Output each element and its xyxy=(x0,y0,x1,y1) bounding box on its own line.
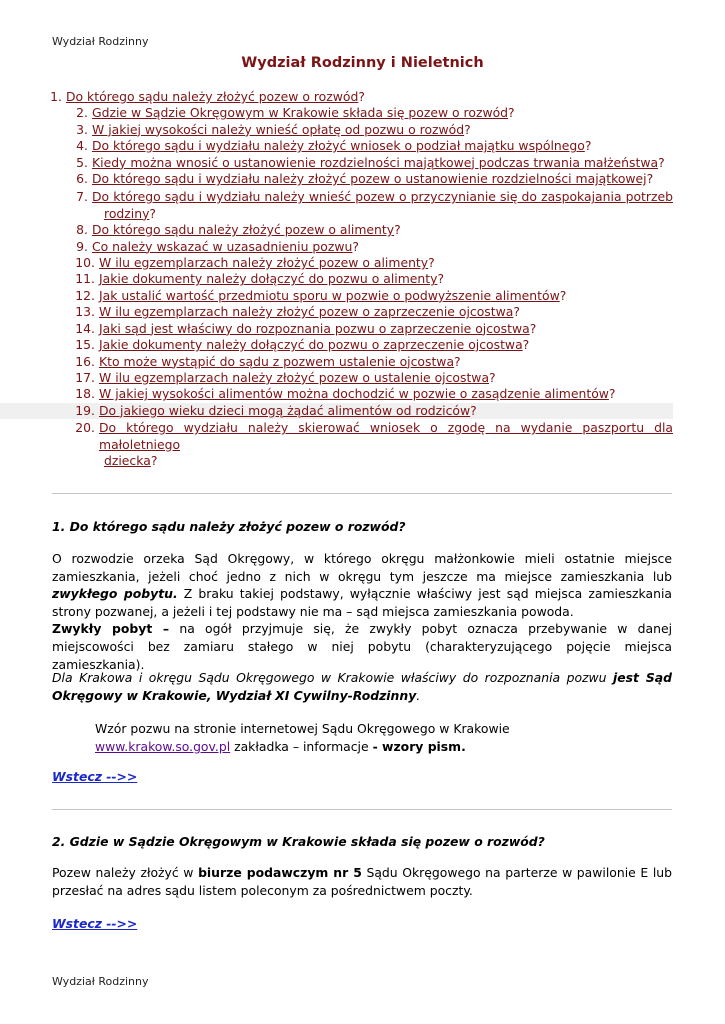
toc-item-14: 14. Jaki sąd jest właściwy do rozpoznania pozwu o zaprzeczenie ojcostwa? xyxy=(0,321,725,337)
toc-item-17: 17. W ilu egzemplarzach należy złożyć pozew o ustalenie ojcostwa? xyxy=(0,370,725,386)
section-divider xyxy=(52,493,672,494)
toc-link-19[interactable]: Do jakiego wieku dzieci mogą żądać alimentów od rodziców xyxy=(99,402,471,418)
back-link-1[interactable]: Wstecz -->> xyxy=(52,769,138,784)
document-title: Wydział Rodzinny i Nieletnich xyxy=(241,55,484,71)
toc-link-12[interactable]: Jak ustalić wartość przedmiotu sporu w pozwie o podwyższenie alimentów xyxy=(99,287,560,303)
toc-number: 8. xyxy=(76,222,88,238)
toc-item-18: 18. W jakiej wysokości alimentów można dochodzić w pozwie o zasądzenie alimentów? xyxy=(0,386,725,402)
toc-number: 20. xyxy=(75,420,95,436)
toc-item-16: 16. Kto może wystąpić do sądu z pozwem ustalenie ojcostwa? xyxy=(0,354,725,370)
section-2-paragraph-1: Pozew należy złożyć w biurze podawczym nr 5 Sądu Okręgowego na parterze w pawilonie E lub przesłać na adres sądu listem poleconym za pośrednictwem poczty. xyxy=(52,865,672,898)
section-1-heading: 1. Do którego sądu należy złożyć pozew o rozwód? xyxy=(52,519,406,534)
toc-link-10[interactable]: W ilu egzemplarzach należy złożyć pozew o alimenty xyxy=(99,255,429,271)
running-footer: Wydział Rodzinny xyxy=(52,975,149,988)
toc-link-2[interactable]: Gdzie w Sądzie Okręgowym w Krakowie składa się pozew o rozwód xyxy=(92,105,509,121)
table-of-contents xyxy=(0,89,725,469)
toc-number: 17. xyxy=(75,369,95,385)
section-1-paragraph-1: O rozwodzie orzeka Sąd Okręgowy, w którego okręgu małżonkowie mieli ostatnie miejsce zamieszkania, jeżeli choć jedno z nich w okręgu tym jeszcze ma miejsce zamieszkania lub zwykłego pobytu. Z braku takiej podstawy, wyłącznie właściwy jest sąd miejsca zamieszkania strony pozwanej, a jeżeli i tej podstawy nie ma – sąd miejsca zamieszkania powoda. Zwykły pobyt – na ogół przyjmuje się, że zwykły pobyt oznacza przebywanie w danej miejscowości bez zamiaru stałego w niej pobytu (charakteryzującego pojęcie miejsca zamieszkania). xyxy=(52,551,673,672)
court-website-link[interactable]: www.krakow.so.gov.pl xyxy=(95,739,231,754)
toc-link-5[interactable]: Kiedy można wnosić o ustanowienie rozdzielności majątkowej podczas trwania małżeństwa xyxy=(92,154,659,170)
toc-number: 11. xyxy=(75,271,95,287)
section-divider xyxy=(52,809,672,810)
toc-number: 7. xyxy=(76,189,88,205)
section-1-paragraph-3: Dla Krakowa i okręgu Sądu Okręgowego w Krakowie właściwy do rozpoznania pozwu jest Sąd Okręgowy w Krakowie, Wydział XI Cywilny-Rodzinny. xyxy=(52,670,672,703)
toc-number: 10. xyxy=(75,255,95,271)
toc-link-13[interactable]: W ilu egzemplarzach należy złożyć pozew o zaprzeczenie ojcostwa xyxy=(99,304,514,320)
toc-item-13: 13. W ilu egzemplarzach należy złożyć pozew o zaprzeczenie ojcostwa? xyxy=(0,304,725,320)
toc-item-4: 4. Do którego sądu i wydziału należy złożyć wniosek o podział majątku wspólnego? xyxy=(0,138,725,154)
toc-item-7: 7. Do którego sądu i wydziału należy wnieść pozew o przyczynianie się do zaspokajania potrzeb rodziny? xyxy=(0,187,725,222)
toc-number: 5. xyxy=(76,154,88,170)
toc-item-19: 19. Do jakiego wieku dzieci mogą żądać alimentów od rodziców? xyxy=(0,403,673,419)
section-2-heading: 2. Gdzie w Sądzie Okręgowym w Krakowie składa się pozew o rozwód? xyxy=(52,834,545,849)
toc-link-14[interactable]: Jaki sąd jest właściwy do rozpoznania pozwu o zaprzeczenie ojcostwa xyxy=(99,320,530,336)
toc-number: 19. xyxy=(75,402,95,418)
running-header: Wydział Rodzinny xyxy=(52,35,149,48)
toc-link-20-line-1[interactable]: Do którego wydziału należy skierować wniosek o zgodę na wydanie paszportu dla małoletniego xyxy=(99,420,673,452)
toc-link-11[interactable]: Jakie dokumenty należy dołączyć do pozwu o alimenty xyxy=(99,271,438,287)
toc-link-17[interactable]: W ilu egzemplarzach należy złożyć pozew o ustalenie ojcostwa xyxy=(99,369,490,385)
toc-item-20: 20. Do którego wydziału należy skierować wniosek o zgodę na wydanie paszportu dla małoletniego dziecka? xyxy=(0,419,725,469)
section-1-template-note: Wzór pozwu na stronie internetowej Sądu Okręgowego w Krakowie www.krakow.so.gov.pl zakładka – informacje - wzory pism. xyxy=(95,721,510,754)
toc-item-5: 5. Kiedy można wnosić o ustanowienie rozdzielności majątkowej podczas trwania małżeństwa? xyxy=(0,155,725,171)
toc-link-3[interactable]: W jakiej wysokości należy wnieść opłatę od pozwu o rozwód xyxy=(92,121,465,137)
back-link-2[interactable]: Wstecz -->> xyxy=(52,916,138,931)
toc-link-15[interactable]: Jakie dokumenty należy dołączyć do pozwu o zaprzeczenie ojcostwa xyxy=(99,337,523,353)
toc-link-7-line-2[interactable]: rodziny xyxy=(104,205,150,221)
toc-number: 14. xyxy=(75,320,95,336)
toc-link-1[interactable]: Do którego sądu należy złożyć pozew o rozwód xyxy=(66,89,359,104)
toc-link-9[interactable]: Co należy wskazać w uzasadnieniu pozwu xyxy=(92,238,353,254)
back-link-container xyxy=(52,916,137,931)
toc-item-2: 2. Gdzie w Sądzie Okręgowym w Krakowie składa się pozew o rozwód? xyxy=(0,105,725,121)
toc-item-10: 10. W ilu egzemplarzach należy złożyć pozew o alimenty? xyxy=(0,255,725,271)
toc-item-15: 15. Jakie dokumenty należy dołączyć do pozwu o zaprzeczenie ojcostwa? xyxy=(0,337,725,353)
toc-link-7-line-1[interactable]: Do którego sądu i wydziału należy wnieść pozew o przyczynianie się do zaspokajania potrzeb xyxy=(92,189,673,205)
toc-number: 18. xyxy=(75,386,95,402)
back-link-container xyxy=(52,769,137,784)
toc-item-8: 8. Do którego sądu należy złożyć pozew o alimenty? xyxy=(0,222,725,238)
toc-item-6: 6. Do którego sądu i wydziału należy złożyć pozew o ustanowienie rozdzielności majątkowej? xyxy=(0,171,725,187)
toc-number: 3. xyxy=(76,121,88,137)
toc-number: 6. xyxy=(76,171,88,187)
toc-number: 13. xyxy=(75,304,95,320)
toc-number: 2. xyxy=(76,105,88,121)
toc-link-16[interactable]: Kto może wystąpić do sądu z pozwem ustalenie ojcostwa xyxy=(99,353,455,369)
toc-number: 1. xyxy=(50,89,62,104)
toc-number: 12. xyxy=(75,287,95,303)
toc-number: 4. xyxy=(76,138,88,154)
toc-item-9: 9. Co należy wskazać w uzasadnieniu pozwu? xyxy=(0,239,725,255)
toc-link-6[interactable]: Do którego sądu i wydziału należy złożyć pozew o ustanowienie rozdzielności majątkowej xyxy=(92,171,647,187)
toc-item-1: 1. Do którego sądu należy złożyć pozew o rozwód? xyxy=(0,89,725,105)
toc-item-3: 3. W jakiej wysokości należy wnieść opłatę od pozwu o rozwód? xyxy=(0,122,725,138)
toc-item-12: 12. Jak ustalić wartość przedmiotu sporu w pozwie o podwyższenie alimentów? xyxy=(0,288,725,304)
toc-number: 15. xyxy=(75,337,95,353)
toc-number: 9. xyxy=(76,238,88,254)
toc-link-20-line-2[interactable]: dziecka xyxy=(104,452,151,468)
toc-link-4[interactable]: Do którego sądu i wydziału należy złożyć wniosek o podział majątku wspólnego xyxy=(92,138,585,154)
toc-item-11: 11. Jakie dokumenty należy dołączyć do pozwu o alimenty? xyxy=(0,271,725,287)
toc-link-18[interactable]: W jakiej wysokości alimentów można dochodzić w pozwie o zasądzenie alimentów xyxy=(99,386,609,402)
toc-link-8[interactable]: Do którego sądu należy złożyć pozew o alimenty xyxy=(92,222,395,238)
toc-number: 16. xyxy=(75,353,95,369)
